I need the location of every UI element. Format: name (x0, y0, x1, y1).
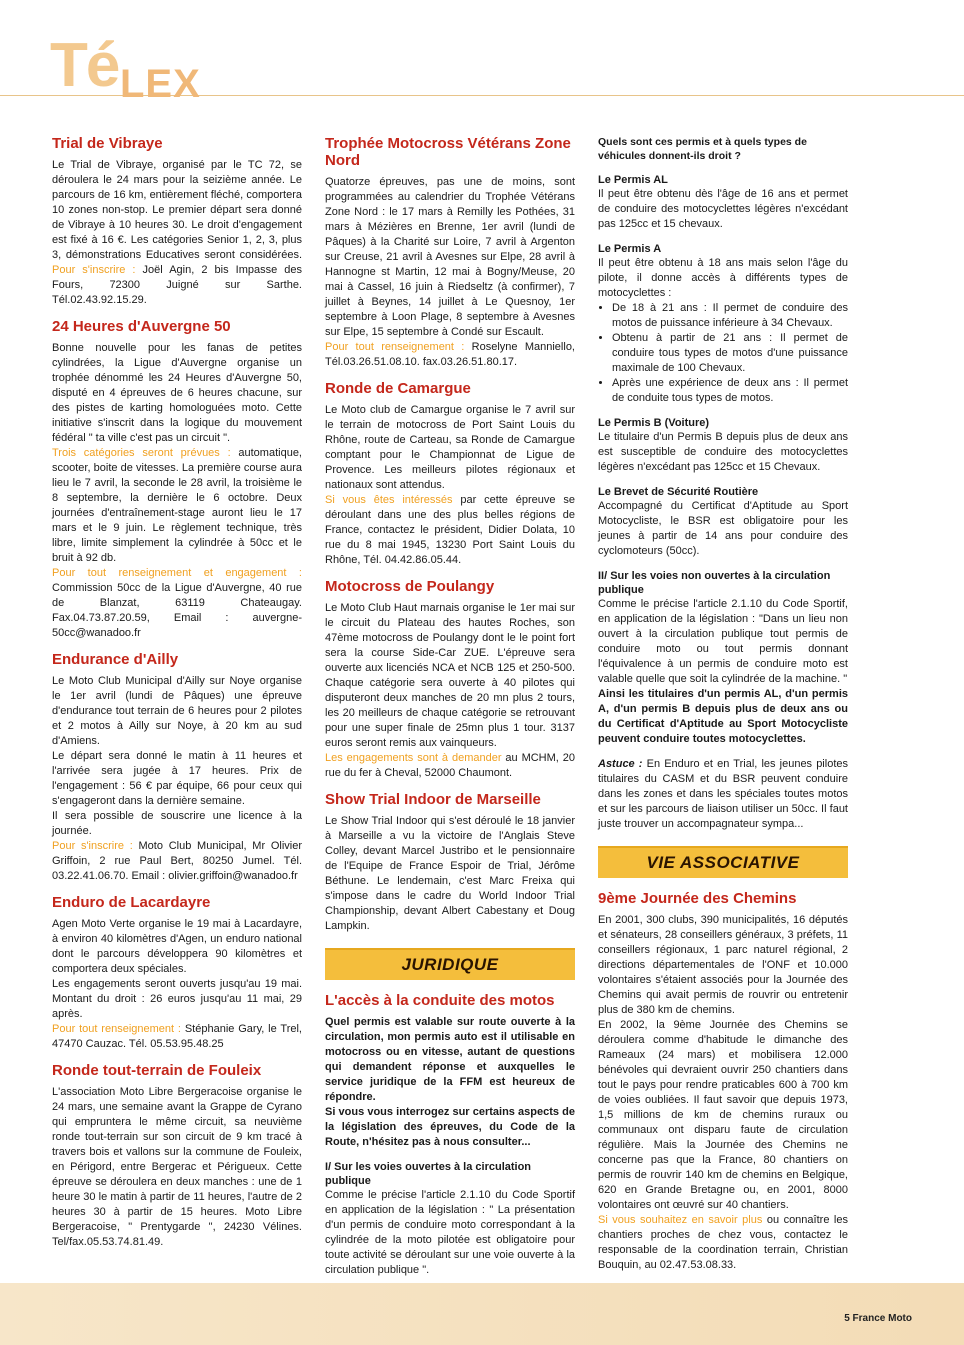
masthead (0, 0, 964, 125)
article-title: Motocross de Poulangy (325, 578, 495, 595)
column-1 (52, 135, 302, 1260)
article-trophee-veterans (325, 135, 575, 370)
banner-label: JURIDIQUE (401, 955, 499, 974)
juridique-intro: Quel permis est valable sur route ouverte à la circulation, mon permis auto est il utilisable en motocross ou en vitesse, autant de questions qui demandent réponse et auxquelles le service juridique de la FFM est heureux de répondre. (325, 1016, 575, 1103)
highlight: Trois catégories seront prévues : (52, 447, 231, 459)
article-body: L'association Moto Libre Bergeracoise organise le 24 mars, une semaine avant la Grappe de Cyrano qui empruntera le même circuit, sa neuvième ronde tout-terrain sur son circuit de 9 km tracé à travers bois et vallons sur la commune de Fouleix, en Périgord, entre Bergerac et Périgueux. Cette épreuve se déroulera en deux manches : une de 1 heure 30 le matin à partir de 11 heures, l'autre de 2 heures 30 à partir de 15 heures. Moto Libre Bergeracoise, " Prentygarde ", 24230 Vélines. Tel/fax.05.53.74.81.49. (52, 1086, 302, 1248)
page-number: 5 France Moto (844, 1313, 912, 1324)
section-2-bold: Ainsi les titulaires d'un permis AL, d'un permis A, d'un permis B depuis plus de deux ans ou du Certificat d'Aptitude au Sport Motocycliste peuvent conduire toutes motocyclettes. (598, 688, 848, 745)
highlight: Pour tout renseignement : (325, 341, 465, 353)
banner-label: VIE ASSOCIATIVE (646, 853, 800, 872)
vie-associative-banner (598, 846, 848, 878)
footer-band (0, 1283, 964, 1345)
article-24h-auvergne (52, 318, 302, 641)
article-title: Trial de Vibraye (52, 135, 163, 152)
journee-chemins-body-2: En 2002, la 9ème Journée des Chemins se déroulera comme d'habitude le dimanche des Rameaux (24 mars) et mobilisera 12.000 bénévoles qui devraient ouvrir 250 chantiers dans tout le pays pour rendre praticables 600 à 700 km de voies oubliées. Il faut savoir que depuis 1973, 1,5 millions de km de chemins ruraux ou communaux ont disparu faute de circulation régulière. Mais la Journée des Chemins ne concerne pas que la France, 80 chantiers on permis de rouvrir 140 km de chemins en Belgique, 620 en Grande Bretagne ou, en 2001, 8000 volontaires ont œuvré sur 40 chantiers. (598, 1019, 848, 1211)
article-title: Endurance d'Ailly (52, 651, 179, 668)
article-show-trial (325, 791, 575, 934)
article-title: Ronde de Camargue (325, 380, 471, 397)
permits-question: Quels sont ces permis et à quels types de véhicules donnent-ils droit ? (598, 136, 807, 162)
permis-b-head: Le Permis B (Voiture) (598, 417, 710, 429)
bsr-body: Accompagné du Certificat d'Aptitude au Sport Motocycliste, le BSR est obligatoire pour les jeunes à partir de 14 ans pour conduire des cyclomoteurs (50cc). (598, 500, 848, 557)
juridique-title: L'accès à la conduite des motos (325, 992, 555, 1009)
section-1-title: I/ Sur les voies ouvertes à la circulation publique (325, 1161, 532, 1187)
column-3 (598, 135, 848, 1273)
permis-al-head: Le Permis AL (598, 174, 668, 186)
article-trial-vibraye (52, 135, 302, 308)
article-body: Le Moto Club Municipal d'Ailly sur Noye organise le 1er avril (lundi de Pâques) une épreuve d'endurance tout terrain de 6 heures pour 2 pilotes et 2 motos à Ailly sur Noye, à 20 km au sud d'Amiens. Le départ sera donné le matin à 11 heures et l'arrivée sera jugée à 17 heures. Prix de l'engagement : 56 € par équipe, 66 pour ceux qui s'engageront dans la dernière semaine. Il sera possible de souscrire une licence à la journée. Pour s'inscrire : Moto Club Municipal, Mr Olivier Griffoin, 2 rue Paul Bert, 80250 Jumel. Tél. 03.22.41.06.70. Email : olivier.griffoin@wanadoo.fr (52, 675, 303, 882)
highlight: Pour tout renseignement : (52, 1023, 181, 1035)
article-body: Le Show Trial Indoor qui s'est déroulé le 18 janvier à Marseille a vu la victoire de l'Anglais Steve Colley, devant Marcel Justribo et le pensionnaire de l'Equipe de France Espoir de Trial, Jérôme Béthune. Le lendemain, c'est Marc Freixa qui s'impose dans le cadre du World Indoor Trial Championship, devant Albert Cabestany et Doug Lampkin. (325, 815, 575, 932)
article-ronde-camargue (325, 380, 575, 568)
highlight: Si vous souhaitez en savoir plus (598, 1214, 763, 1226)
list-item: • De 18 à 21 ans : Il permet de conduire des motos de puissance inférieure à 34 Chevaux. (612, 301, 848, 331)
article-motocross-poulangy (325, 578, 575, 781)
section-2-body: Comme le précise l'article 2.1.10 du Code Sportif, en application de la législation : "Dans un lieu non ouvert à la circulation publique tout permis de conduire moto ou tout permis donnant l'équivalence à un permis de conduire moto est valable quelle que soit la cylindrée de la machine. " (598, 598, 848, 685)
article-endurance-ailly (52, 651, 302, 884)
highlight: Pour s'inscrire : (52, 840, 133, 852)
bsr-head: Le Brevet de Sécurité Routière (598, 486, 759, 498)
permis-b-body: Le titulaire d'un Permis B depuis plus de deux ans est susceptible de conduire des motocyclettes légères n'excédant pas 125cc et 15 Chevaux. (598, 431, 848, 473)
article-enduro-lacardayre (52, 894, 302, 1052)
article-body: Quatorze épreuves, pas une de moins, sont programmées au calendrier du Trophée Vétérans Zone Nord : le 17 mars à Remilly les Pothées, 31 mars à Mézières en Brenne, 1er avril (lundi de Pâques) à la Charité sur Loire, 7 avril à Argenton sur Creuse, 21 avril à Avesnes sur Elpe, 28 avril à Hannogne st Martin, 12 mai à Bogny/Meuse, 20 mai à Cassel, 16 juin à Riedseltz (à confirmer), 7 juillet à Beynes, 14 juillet à Le Quesnoy, 1er septembre à Loon Plage, 8 septembre à Avesnes sur Elpe, 15 septembre à Condé sur Escault. Pour tout renseignement : Roselyne Manniello, Tél.03.26.51.08.10. fax.03.26.51.80.17. (325, 176, 575, 368)
logo-lex: LEX (120, 62, 201, 106)
journee-chemins-contact: Si vous souhaitez en savoir plus ou connaître les chantiers proches de chez vous, contactez le responsable de la coordination terrain, Christian Bouquin, au 02.47.53.08.33. (598, 1214, 848, 1271)
permis-a-head: Le Permis A (598, 243, 662, 255)
highlight: Les engagements sont à demander (325, 752, 502, 764)
article-body: Le Moto Club Haut marnais organise le 1er mai sur le circuit du Plateau des hautes Roches, son 47ème motocross de Poulangy dont le le point fort sera la course Side-Car ZUE. L'épreuve sera ouverte aux licenciés NCA et NCB 125 et 250-500. Chaque catégorie sera ouverte à 40 pilotes qui disputeront deux manches de 20 mn plus 2 tours, les 20 meilleurs de chaque catégorie se retrouvant pour une super finale de 25mn plus 1 tour. 3137 euros seront remis aux vainqueurs. Les engagements sont à demander au MCHM, 20 rue du fer à Cheval, 52000 Chaumont. (325, 602, 575, 779)
permis-a-list (598, 301, 848, 406)
list-item: • Après une expérience de deux ans : Il permet de conduite tous types de motos. (612, 376, 848, 406)
article-ronde-fouleix (52, 1062, 302, 1250)
list-item: • Obtenu à partir de 21 ans : Il permet de conduire tous types de motos d'une puissance maximale de 100 Chevaux. (612, 331, 848, 376)
article-title: 24 Heures d'Auvergne 50 (52, 318, 231, 335)
journee-chemins-title: 9ème Journée des Chemins (598, 890, 797, 907)
journee-chemins-body: En 2001, 300 clubs, 390 municipalités, 16 députés et sénateurs, 28 conseillers généraux, 3 préfets, 11 conseillers régionaux, 1 parc naturel régional, 2 directions départementales de l'ONF et 10.000 volontaires s'étaient associés pour la Journée des Chemins qui avait permis de rouvrir ou entretenir plus de 380 km de chemins. (598, 914, 848, 1016)
highlight: Pour tout renseignement et engagement : (52, 567, 302, 579)
article-body: Le Trial de Vibraye, organisé par le TC 72, se déroulera le 24 mars pour la seizième année. Le parcours de 16 km, entièrement fléché, comportera 10 zones non-stop. Le premier départ sera donné de Vibraye à 10 heures 30. Le droit d'engagement est fixé à 16 €. Les catégories Senior 1, 2, 3, plus 3, démonstrations Educatives seront considérées. Pour s'inscrire : Joël Agin, 2 bis Impasse des Fours, 72300 Juigné sur Sarthe. Tél.02.43.92.15.29. (52, 159, 303, 306)
juridique-intro-2: Si vous vous interrogez sur certains aspects de la législation des épreuves, du Code de la Route, n'hésitez pas à nous consulter... (325, 1106, 575, 1148)
column-2 (325, 135, 575, 1278)
article-body: Le Moto club de Camargue organise le 7 avril sur le terrain de motocross de Port Saint Louis du Rhône, route de Carteau, sa Ronde de Camargue comptant pour le Championnat de Ligue de Provence. Les meilleurs pilotes régionaux et nationaux sont attendus. Si vous êtes intéressés par cette épreuve se déroulant dans une des plus belles régions de France, contactez le président, Didier Dolata, 10 rue du 8 mai 1945, 13230 Port Saint Louis du Rhône, Tél. 04.42.86.05.44. (325, 404, 575, 566)
article-title: Show Trial Indoor de Marseille (325, 791, 541, 808)
section-1-body: Comme le précise l'article 2.1.10 du Code Sportif en application de la législation : " La présentation d'un permis de conduire moto correspondant à la cylindrée de la moto pilotée est obligatoire pour toute activité se déroulant sur une voie ouverte à la circulation publique ". (325, 1189, 575, 1276)
juridique-banner (325, 948, 575, 980)
article-title: Ronde tout-terrain de Fouleix (52, 1062, 262, 1079)
article-body: Agen Moto Verte organise le 19 mai à Lacardayre, à environ 40 kilomètres d'Agen, un enduro national dont le parcours développera 90 kilomètres et comportera deux spéciales. Les engagements seront ouverts jusqu'au 19 mai. Montant du droit : 26 euros jusqu'au 11 mai, 29 après. Pour tout renseignement : Stéphanie Gary, le Trel, 47470 Cauzac. Tél. 05.53.95.48.25 (52, 918, 302, 1050)
permis-al-body: Il peut être obtenu dès l'âge de 16 ans et permet de conduire des motocyclettes légères n'excédant pas 125cc et 15 chevaux. (598, 188, 848, 230)
article-title: Enduro de Lacardayre (52, 894, 211, 911)
astuce: Astuce : En Enduro et en Trial, les jeunes pilotes titulaires du CASM et du BSR peuvent conduire dans les zones et dans les spéciales toutes motos et sur les parcours de liaison utiliser un 50cc. Il faut juste trouver un accompagnateur sympa... (598, 758, 848, 830)
article-title: Trophée Motocross Vétérans Zone Nord (325, 135, 571, 169)
highlight: Si vous êtes intéressés (325, 494, 453, 506)
logo-te: Té (50, 31, 119, 100)
section-2-title: II/ Sur les voies non ouvertes à la circulation publique (598, 570, 831, 596)
permis-a-body: Il peut être obtenu à 18 ans mais selon l'âge du pilote, il donne accès à différents types de motocyclettes : (598, 257, 848, 299)
article-body: Bonne nouvelle pour les fanas de petites cylindrées, la Ligue d'Auvergne organise un trophée dénommé les 24 Heures d'Auvergne 50, disputé en 4 épreuves de 6 heures chacune, sur des pistes de karting homologuées moto. Cette initiative s'inscrit dans la logique du mouvement fédéral " ta ville c'est pas un circuit ". Trois catégories seront prévues : automatique, scooter, boite de vitesses. La première course aura lieu le 7 avril, la seconde le 28 avril, la troisième le 8 septembre, la dernière le 6 octobre. Deux journées d'entraînement-stage auront lieu le 17 mars et le 9 juin. Le règlement technique, très libre, limite simplement la cylindrée à 50cc et le bruit à 92 db. Pour tout renseignement et engagement : Commission 50cc de la Ligue d'Auvergne, 40 rue de Blanzat, 63119 Chateaugay. Fax.04.73.87.20.59, Email : auvergne-50cc@wanadoo.fr (52, 342, 302, 639)
highlight: Pour s'inscrire : (52, 264, 136, 276)
